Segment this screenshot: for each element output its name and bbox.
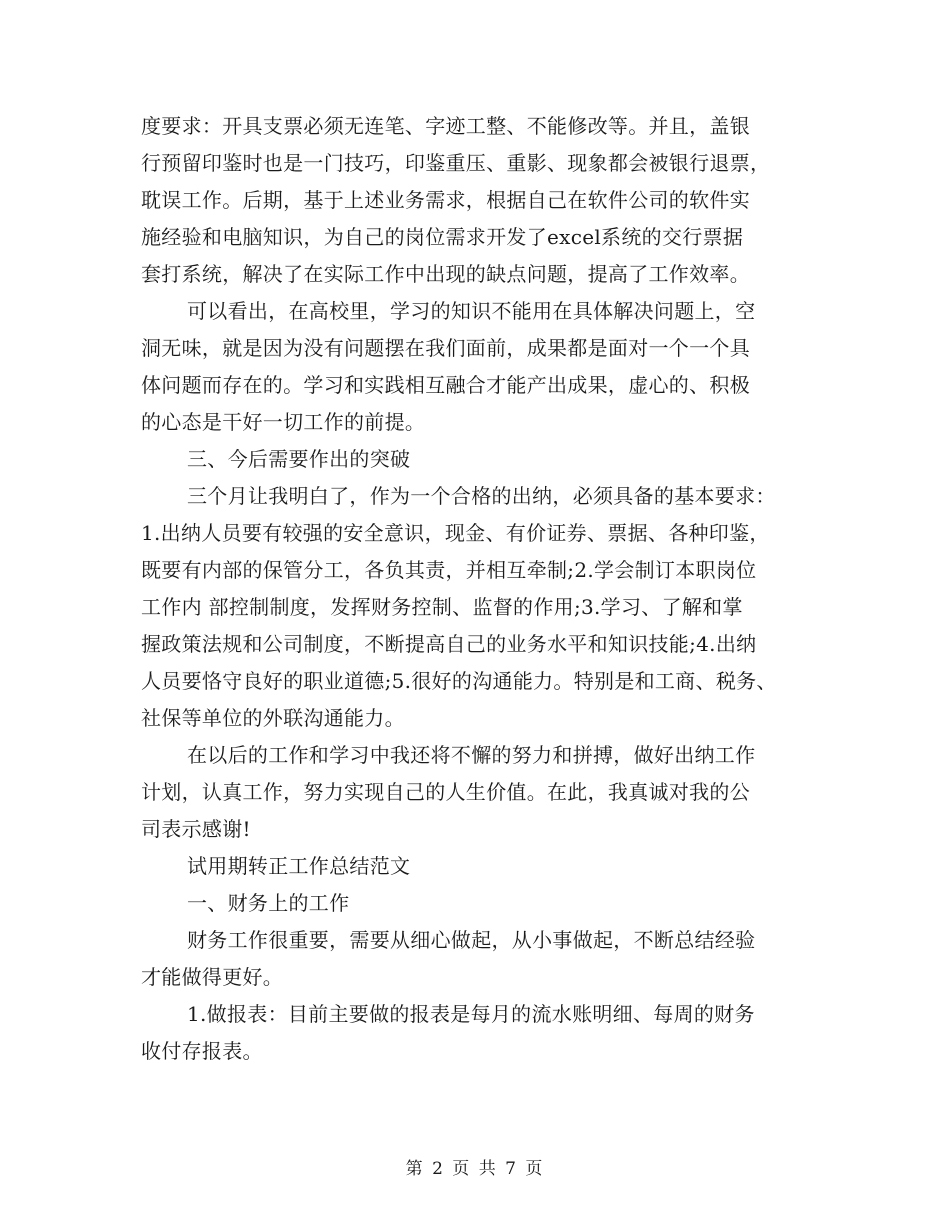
text-line: 体问题而存在的。学习和实践相互融合才能产出成果，虚心的、积极	[141, 373, 750, 397]
text-line: 度要求：开具支票必须无连笔、字迹工整、不能修改等。并且，盖银	[141, 114, 750, 138]
section-heading: 一、财务上的工作	[187, 891, 350, 915]
text-line: 财务工作很重要，需要从细心做起，从小事做起，不断总结经验	[187, 928, 756, 952]
page-number: 第 2 页 共 7 页	[405, 1159, 545, 1179]
text-line: 既要有内部的保管分工，各负其责，并相互牵制;2.学会制订本职岗位	[141, 558, 757, 582]
text-line: 三个月让我明白了，作为一个合格的出纳，必须具备的基本要求：	[187, 484, 776, 508]
text-line: 计划，认真工作，努力实现自己的人生价值。在此，我真诚对我的公	[141, 780, 750, 804]
text-line: 1.出纳人员要有较强的安全意识，现金、有价证券、票据、各种印鉴，	[141, 521, 770, 545]
document-title: 试用期转正工作总结范文	[187, 854, 411, 878]
text-line: 握政策法规和公司制度，不断提高自己的业务水平和知识技能;4.出纳	[141, 632, 757, 656]
document-body	[141, 108, 821, 1070]
text-line: 行预留印鉴时也是一门技巧，印鉴重压、重影、现象都会被银行退票，	[141, 151, 771, 175]
text-line: 收付存报表。	[141, 1039, 263, 1063]
text-line: 的心态是干好一切工作的前提。	[141, 410, 426, 434]
text-line: 可以看出，在高校里，学习的知识不能用在具体解决问题上，空	[187, 299, 756, 323]
text-line: 施经验和电脑知识，为自己的岗位需求开发了excel系统的交行票据	[141, 225, 744, 249]
text-line: 才能做得更好。	[141, 965, 284, 989]
text-line: 司表示感谢!	[141, 817, 251, 841]
text-line: 人员要恪守良好的职业道德;5.很好的沟通能力。特别是和工商、税务、	[141, 669, 777, 693]
text-line: 社保等单位的外联沟通能力。	[141, 706, 405, 730]
text-line: 1.做报表：目前主要做的报表是每月的流水账明细、每周的财务	[187, 1002, 755, 1026]
text-line: 套打系统，解决了在实际工作中出现的缺点问题，提高了工作效率。	[141, 262, 750, 286]
text-line: 洞无味，就是因为没有问题摆在我们面前，成果都是面对一个一个具	[141, 336, 750, 360]
text-line: 耽误工作。后期，基于上述业务需求，根据自己在软件公司的软件实	[141, 188, 750, 212]
section-heading: 三、今后需要作出的突破	[187, 447, 411, 471]
text-line: 在以后的工作和学习中我还将不懈的努力和拼搏，做好出纳工作	[187, 743, 756, 767]
text-line: 工作内 部控制制度，发挥财务控制、监督的作用;3.学习、了解和掌	[141, 595, 743, 619]
